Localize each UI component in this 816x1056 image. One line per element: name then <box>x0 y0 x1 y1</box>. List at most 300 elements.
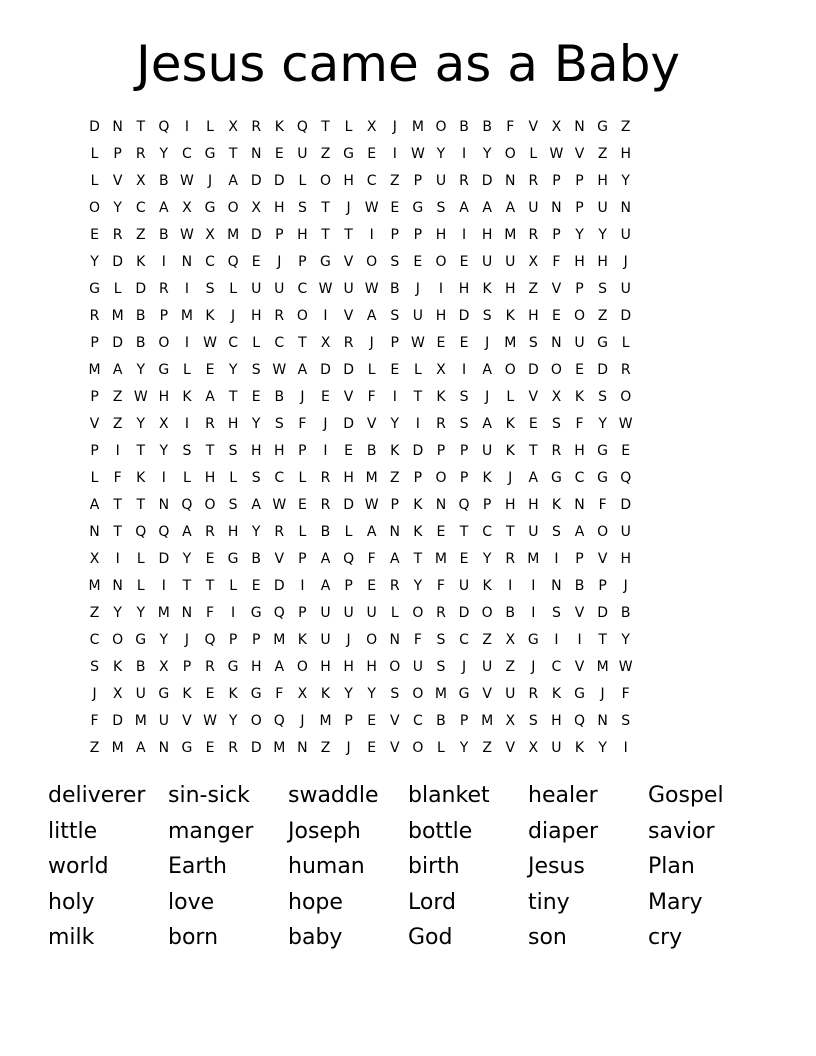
grid-letter: R <box>620 362 631 378</box>
grid-letter: Z <box>89 740 100 756</box>
grid-row <box>83 573 733 600</box>
grid-letter: J <box>508 470 513 486</box>
grid-letter: G <box>343 146 354 162</box>
grid-row <box>83 546 733 573</box>
grid-letter: V <box>597 551 608 567</box>
grid-letter: O <box>250 713 262 729</box>
grid-letter: J <box>323 416 328 432</box>
grid-letter: L <box>298 470 307 486</box>
grid-letter: H <box>435 308 447 324</box>
grid-letter: H <box>250 308 262 324</box>
grid-letter: E <box>390 362 400 378</box>
grid-letter: X <box>505 632 516 648</box>
grid-letter: N <box>89 524 100 540</box>
grid-letter: X <box>112 686 123 702</box>
grid-letter: R <box>205 524 215 540</box>
grid-letter: G <box>227 659 239 675</box>
grid-letter: J <box>300 389 305 405</box>
grid-letter: A <box>505 200 516 216</box>
grid-letter: W <box>410 146 425 162</box>
grid-letter: R <box>528 686 539 702</box>
grid-letter: S <box>228 497 238 513</box>
grid-letter: G <box>135 632 147 648</box>
grid-letter: V <box>343 389 354 405</box>
grid-letter: E <box>321 389 330 405</box>
grid-letter: Y <box>90 254 99 270</box>
grid-letter: U <box>412 308 423 324</box>
grid-letter: B <box>389 281 400 297</box>
grid-letter: D <box>158 551 170 567</box>
grid-letter: R <box>528 173 539 189</box>
grid-letter: O <box>112 632 124 648</box>
grid-letter: T <box>321 119 330 135</box>
grid-letter: B <box>251 551 261 567</box>
grid-letter: V <box>343 308 354 324</box>
grid-letter: J <box>184 632 189 648</box>
word-list-item: Jesus <box>528 854 585 880</box>
grid-letter: E <box>251 389 261 405</box>
grid-letter: C <box>366 173 377 189</box>
grid-letter: T <box>228 146 238 162</box>
grid-letter: I <box>115 551 120 567</box>
grid-letter: F <box>413 632 422 648</box>
grid-letter: R <box>251 119 262 135</box>
grid-letter: D <box>597 362 608 378</box>
grid-row <box>83 735 733 762</box>
grid-letter: C <box>135 200 146 216</box>
grid-letter: F <box>552 254 561 270</box>
grid-letter: A <box>528 470 539 486</box>
grid-letter: K <box>413 497 423 513</box>
grid-letter: I <box>577 632 582 648</box>
grid-letter: U <box>458 578 470 594</box>
grid-letter: C <box>459 632 469 648</box>
grid-letter: H <box>250 659 262 675</box>
grid-letter: T <box>136 119 146 135</box>
grid-letter: M <box>227 227 240 243</box>
grid-letter: K <box>136 470 146 486</box>
grid-letter: A <box>274 659 285 675</box>
grid-letter: L <box>229 470 238 486</box>
word-list-item: deliverer <box>48 783 146 809</box>
grid-letter: J <box>623 578 628 594</box>
grid-letter: N <box>551 335 562 351</box>
word-list-item: holy <box>48 889 95 915</box>
word-list-item: human <box>288 854 365 880</box>
grid-letter: Q <box>158 119 170 135</box>
grid-letter: E <box>390 200 400 216</box>
grid-letter: O <box>412 686 424 702</box>
grid-letter: H <box>435 227 447 243</box>
grid-letter: M <box>411 119 424 135</box>
grid-letter: K <box>436 389 446 405</box>
grid-letter: T <box>113 524 122 540</box>
grid-letter: K <box>551 497 562 513</box>
grid-letter: T <box>413 551 423 567</box>
grid-letter: S <box>436 659 446 675</box>
grid-letter: G <box>250 605 262 621</box>
grid-letter: U <box>505 254 516 270</box>
grid-letter: A <box>228 173 238 189</box>
grid-letter: M <box>504 227 517 243</box>
grid-letter: I <box>531 578 536 594</box>
grid-letter: W <box>364 200 379 216</box>
grid-letter: D <box>620 497 632 513</box>
grid-letter: O <box>504 146 516 162</box>
grid-letter: Y <box>390 416 400 432</box>
grid-letter: A <box>89 497 100 513</box>
grid-letter: Y <box>159 632 169 648</box>
grid-letter: I <box>184 335 189 351</box>
word-row <box>48 814 788 850</box>
grid-letter: M <box>88 362 101 378</box>
grid-letter: P <box>575 281 584 297</box>
grid-letter: W <box>180 173 194 189</box>
grid-letter: E <box>459 335 469 351</box>
grid-letter: F <box>367 389 376 405</box>
grid-letter: I <box>392 146 397 162</box>
grid-letter: V <box>389 740 400 756</box>
grid-letter: X <box>436 362 446 378</box>
grid-letter: A <box>135 740 146 756</box>
grid-letter: J <box>92 686 97 702</box>
grid-letter: B <box>436 713 446 729</box>
grid-letter: I <box>392 389 397 405</box>
grid-letter: K <box>136 254 146 270</box>
grid-letter: N <box>620 200 631 216</box>
grid-letter: Y <box>344 686 353 702</box>
grid-letter: Y <box>598 227 607 243</box>
grid-letter: J <box>461 659 467 675</box>
grid-letter: L <box>252 335 261 351</box>
word-list-item: baby <box>288 925 343 951</box>
grid-letter: L <box>113 281 122 297</box>
grid-letter: Q <box>158 524 170 540</box>
grid-letter: M <box>180 308 193 324</box>
grid-letter: K <box>228 686 238 702</box>
grid-letter: H <box>528 497 539 513</box>
grid-letter: N <box>181 254 193 270</box>
grid-letter: Y <box>136 416 146 432</box>
grid-letter: U <box>528 524 539 540</box>
word-list-item: son <box>528 925 567 951</box>
grid-letter: N <box>574 497 585 513</box>
grid-letter: K <box>574 389 585 405</box>
grid-letter: K <box>413 524 423 540</box>
grid-letter: E <box>205 740 215 756</box>
grid-letter: K <box>297 632 307 648</box>
grid-letter: P <box>413 227 423 243</box>
grid-letter: I <box>623 740 628 756</box>
grid-letter: I <box>184 416 189 432</box>
grid-letter: B <box>159 173 169 189</box>
grid-letter: Q <box>343 551 355 567</box>
grid-letter: N <box>389 632 400 648</box>
grid-letter: P <box>298 254 307 270</box>
grid-letter: K <box>574 740 585 756</box>
grid-letter: I <box>231 605 236 621</box>
grid-letter: I <box>184 281 189 297</box>
grid-letter: F <box>113 470 122 486</box>
grid-letter: P <box>275 227 284 243</box>
grid-letter: G <box>158 686 170 702</box>
grid-letter: I <box>438 281 444 297</box>
grid-letter: B <box>459 119 469 135</box>
grid-letter: T <box>136 443 146 459</box>
word-list-item: healer <box>528 783 598 809</box>
grid-letter: E <box>551 308 561 324</box>
grid-letter: M <box>434 686 447 702</box>
grid-letter: W <box>410 335 425 351</box>
grid-letter: F <box>298 416 307 432</box>
grid-letter: P <box>390 335 399 351</box>
grid-letter: F <box>275 686 284 702</box>
grid-letter: Z <box>482 632 492 648</box>
grid-letter: G <box>181 740 193 756</box>
word-list-item: Mary <box>648 889 703 915</box>
grid-letter: V <box>574 146 585 162</box>
grid-letter: F <box>621 686 630 702</box>
grid-letter: J <box>346 200 351 216</box>
grid-letter: L <box>506 389 515 405</box>
grid-letter: G <box>550 470 562 486</box>
grid-letter: D <box>250 173 262 189</box>
word-row <box>48 778 788 814</box>
grid-letter: E <box>436 335 446 351</box>
grid-letter: H <box>597 254 608 270</box>
grid-letter: M <box>504 335 517 351</box>
grid-letter: U <box>620 524 631 540</box>
grid-letter: U <box>620 227 631 243</box>
grid-letter: R <box>135 146 146 162</box>
grid-letter: R <box>228 740 238 756</box>
grid-letter: L <box>344 119 353 135</box>
grid-letter: V <box>505 740 516 756</box>
grid-letter: D <box>112 713 124 729</box>
grid-letter: D <box>458 308 470 324</box>
grid-letter: Q <box>620 470 632 486</box>
grid-letter: O <box>435 119 447 135</box>
grid-letter: X <box>182 200 192 216</box>
grid-letter: P <box>182 659 192 675</box>
grid-letter: G <box>412 200 424 216</box>
grid-letter: S <box>205 281 215 297</box>
grid-letter: Q <box>181 497 193 513</box>
grid-letter: I <box>554 551 559 567</box>
grid-letter: U <box>320 605 331 621</box>
grid-letter: K <box>482 281 492 297</box>
grid-letter: D <box>250 227 262 243</box>
grid-letter: Y <box>621 173 630 189</box>
grid-letter: W <box>272 362 287 378</box>
grid-letter: Z <box>505 659 516 675</box>
grid-letter: L <box>183 362 191 378</box>
grid-letter: S <box>251 470 261 486</box>
grid-letter: J <box>623 254 628 270</box>
grid-letter: P <box>413 470 423 486</box>
grid-letter: N <box>297 740 308 756</box>
grid-letter: V <box>343 254 354 270</box>
word-row <box>48 920 788 956</box>
grid-letter: Y <box>251 524 261 540</box>
grid-letter: D <box>343 497 354 513</box>
word-list-item: cry <box>648 925 683 951</box>
grid-letter: E <box>344 443 353 459</box>
grid-letter: B <box>482 119 492 135</box>
grid-letter: P <box>459 443 469 459</box>
grid-letter: N <box>597 713 608 729</box>
grid-letter: X <box>528 254 539 270</box>
grid-letter: B <box>135 659 146 675</box>
grid-letter: Q <box>458 497 470 513</box>
grid-letter: T <box>321 200 330 216</box>
grid-letter: P <box>575 551 584 567</box>
grid-letter: L <box>90 173 99 189</box>
grid-letter: P <box>113 146 122 162</box>
grid-letter: D <box>89 119 100 135</box>
grid-letter: C <box>482 524 493 540</box>
grid-letter: H <box>227 524 239 540</box>
grid-letter: L <box>183 470 191 486</box>
grid-letter: I <box>531 605 536 621</box>
grid-letter: M <box>111 740 124 756</box>
grid-letter: V <box>89 416 100 432</box>
grid-row <box>83 276 733 303</box>
grid-letter: L <box>298 173 307 189</box>
grid-letter: H <box>504 281 516 297</box>
word-list-item: manger <box>168 818 254 844</box>
grid-letter: T <box>298 335 307 351</box>
grid-letter: P <box>390 497 399 513</box>
grid-letter: I <box>323 308 328 324</box>
grid-letter: O <box>366 254 378 270</box>
grid-letter: T <box>505 524 515 540</box>
grid-letter: C <box>412 713 423 729</box>
grid-letter: P <box>298 443 307 459</box>
grid-letter: L <box>529 146 538 162</box>
grid-letter: T <box>598 632 607 648</box>
grid-letter: U <box>343 605 354 621</box>
grid-letter: I <box>323 443 328 459</box>
grid-letter: D <box>620 308 632 324</box>
grid-letter: H <box>481 227 493 243</box>
grid-letter: C <box>274 470 285 486</box>
grid-letter: Z <box>389 470 400 486</box>
grid-letter: B <box>320 524 331 540</box>
grid-letter: Z <box>112 416 123 432</box>
grid-letter: J <box>392 119 397 135</box>
grid-letter: P <box>552 227 561 243</box>
grid-letter: A <box>159 200 169 216</box>
grid-letter: B <box>135 308 146 324</box>
word-list-item: milk <box>48 925 95 951</box>
grid-letter: K <box>505 443 515 459</box>
grid-letter: O <box>481 605 493 621</box>
grid-letter: Y <box>459 740 469 756</box>
grid-letter: W <box>549 146 564 162</box>
grid-letter: I <box>369 227 374 243</box>
grid-letter: M <box>111 308 124 324</box>
grid-letter: U <box>158 713 169 729</box>
grid-letter: K <box>390 443 400 459</box>
grid-letter: O <box>412 740 424 756</box>
grid-letter: N <box>112 119 123 135</box>
grid-letter: I <box>554 632 559 648</box>
grid-letter: K <box>551 686 562 702</box>
grid-letter: G <box>597 335 609 351</box>
grid-letter: R <box>274 524 285 540</box>
grid-letter: V <box>528 119 539 135</box>
grid-letter: Y <box>367 686 376 702</box>
grid-letter: H <box>528 308 539 324</box>
grid-letter: S <box>528 335 538 351</box>
grid-letter: S <box>274 416 284 432</box>
grid-letter: W <box>272 497 287 513</box>
grid-letter: A <box>205 389 215 405</box>
grid-letter: H <box>297 227 308 243</box>
grid-letter: O <box>574 308 586 324</box>
grid-letter: S <box>482 308 492 324</box>
grid-letter: G <box>227 551 239 567</box>
grid-letter: P <box>575 173 584 189</box>
grid-letter: H <box>551 713 562 729</box>
grid-letter: F <box>598 497 607 513</box>
grid-letter: Y <box>413 578 423 594</box>
grid-letter: M <box>481 713 494 729</box>
grid-letter: N <box>504 173 516 189</box>
grid-letter: H <box>250 443 262 459</box>
grid-letter: N <box>551 578 562 594</box>
grid-letter: E <box>367 146 377 162</box>
grid-letter: W <box>364 281 379 297</box>
grid-letter: A <box>459 200 469 216</box>
grid-letter: G <box>574 686 585 702</box>
grid-letter: Y <box>482 551 492 567</box>
grid-letter: G <box>250 686 262 702</box>
grid-letter: Y <box>598 416 607 432</box>
grid-letter: U <box>482 254 493 270</box>
grid-letter: O <box>504 362 516 378</box>
grid-letter: X <box>228 119 238 135</box>
grid-letter: P <box>228 632 238 648</box>
grid-letter: P <box>344 713 353 729</box>
word-row <box>48 885 788 921</box>
grid-letter: X <box>551 389 562 405</box>
grid-letter: C <box>182 146 192 162</box>
grid-letter: F <box>506 119 515 135</box>
grid-letter: L <box>621 335 630 351</box>
grid-letter: E <box>205 362 215 378</box>
grid-letter: Z <box>89 605 100 621</box>
grid-letter: P <box>90 443 99 459</box>
grid-letter: Y <box>136 605 146 621</box>
grid-letter: O <box>435 254 447 270</box>
grid-letter: J <box>369 335 374 351</box>
grid-letter: S <box>390 308 400 324</box>
grid-letter: Y <box>251 416 261 432</box>
grid-letter: L <box>367 362 376 378</box>
grid-letter: D <box>481 173 493 189</box>
grid-letter: K <box>182 389 192 405</box>
grid-letter: G <box>597 443 609 459</box>
grid-letter: C <box>274 335 285 351</box>
grid-letter: K <box>113 659 123 675</box>
grid-letter: V <box>482 686 492 702</box>
grid-letter: M <box>157 605 170 621</box>
word-list-item: Lord <box>408 889 456 915</box>
grid-letter: B <box>574 578 585 594</box>
grid-letter: Y <box>159 443 169 459</box>
